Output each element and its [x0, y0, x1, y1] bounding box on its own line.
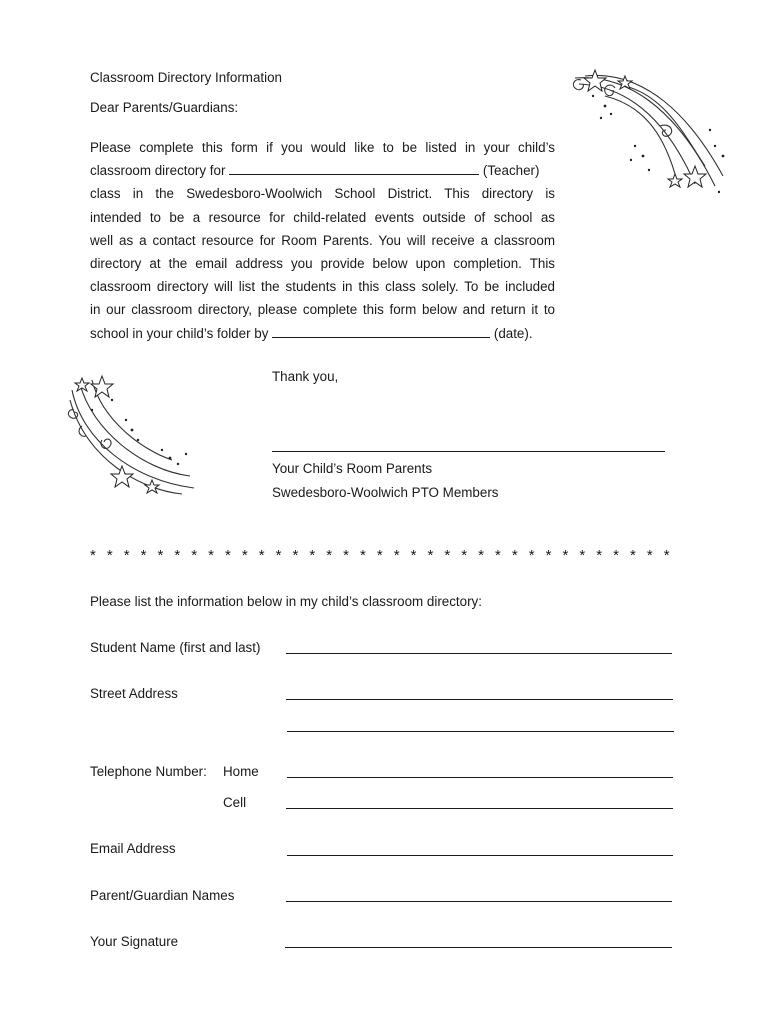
separator-star: *	[663, 547, 670, 564]
guardian-names-field[interactable]	[286, 901, 672, 902]
separator-star: *	[444, 547, 451, 564]
separator-star: *	[410, 547, 417, 564]
separator-star: *	[258, 547, 265, 564]
guardian-names-label: Parent/Guardian Names	[90, 888, 235, 903]
star-separator	[90, 548, 670, 564]
date-blank[interactable]	[272, 325, 490, 338]
letter-line	[90, 322, 555, 345]
separator-star: *	[393, 547, 400, 564]
separator-star: *	[613, 547, 619, 564]
telephone-label: Telephone Number:	[90, 764, 207, 779]
separator-star: *	[630, 547, 636, 564]
shooting-stars-decoration-icon	[565, 66, 735, 198]
signature-field[interactable]	[285, 947, 672, 948]
separator-star: *	[123, 547, 130, 564]
letter-line: in our classroom directory, please complete this form below and return it to	[90, 302, 555, 318]
separator-star: *	[360, 547, 366, 564]
separator-star: *	[241, 547, 248, 564]
letter-text: (date).	[493, 325, 533, 341]
separator-star: *	[646, 547, 653, 564]
student-name-label: Student Name (first and last)	[90, 640, 261, 655]
cell-phone-field[interactable]	[286, 808, 673, 809]
letter-text: school in your child’s folder by	[90, 325, 269, 341]
separator-star: *	[528, 547, 535, 564]
separator-star: *	[90, 547, 96, 564]
separator-star: *	[225, 547, 231, 564]
separator-star: *	[511, 547, 518, 564]
cell-phone-label: Cell	[223, 795, 247, 810]
separator-star: *	[579, 547, 586, 564]
street-address-field-line2[interactable]	[287, 731, 674, 732]
home-phone-label: Home	[223, 764, 259, 779]
separator-star: *	[478, 547, 484, 564]
signoff-org: Swedesboro-Woolwich PTO Members	[272, 485, 499, 500]
separator-star: *	[275, 547, 282, 564]
street-address-field[interactable]	[286, 699, 673, 700]
separator-star: *	[292, 547, 299, 564]
signature-label: Your Signature	[90, 934, 179, 949]
signature-line	[272, 451, 665, 452]
document-title: Classroom Directory Information	[90, 70, 282, 85]
separator-star: *	[140, 547, 147, 564]
street-address-label: Street Address	[90, 686, 178, 701]
letter-text: classroom directory for	[90, 163, 226, 179]
teacher-blank[interactable]	[229, 162, 479, 175]
letter-line: directory at the email address you provide below upon completion. This	[90, 255, 555, 271]
letter-line: Please complete this form if you would like to be listed in your child’s	[90, 140, 555, 155]
letter-line: intended to be a resource for child-related events outside of school as	[90, 209, 555, 225]
form-intro: Please list the information below in my child’s classroom directory:	[90, 594, 482, 609]
letter-text: (Teacher)	[482, 163, 540, 179]
letter-paragraph	[90, 136, 555, 345]
letter-line: classroom directory will list the students in this class solely. To be included	[90, 279, 555, 295]
separator-star: *	[562, 547, 569, 564]
home-phone-field[interactable]	[287, 777, 673, 778]
separator-star: *	[427, 547, 434, 564]
separator-star: *	[343, 547, 349, 564]
signoff-name: Your Child’s Room Parents	[272, 461, 433, 476]
separator-star: *	[309, 547, 316, 564]
separator-star: *	[326, 547, 333, 564]
letter-line: class in the Swedesboro-Woolwich School District. This directory is	[90, 186, 555, 202]
separator-star: *	[157, 547, 164, 564]
separator-star: *	[106, 547, 113, 564]
email-field[interactable]	[287, 855, 673, 856]
student-name-field[interactable]	[286, 653, 672, 654]
separator-star: *	[191, 547, 198, 564]
thanks-text: Thank you,	[272, 369, 339, 384]
separator-star: *	[208, 547, 214, 564]
separator-star: *	[376, 547, 383, 564]
letter-line	[90, 159, 555, 182]
separator-star: *	[596, 547, 603, 564]
separator-star: *	[495, 547, 501, 564]
separator-star: *	[545, 547, 552, 564]
separator-star: *	[174, 547, 181, 564]
greeting: Dear Parents/Guardians:	[90, 100, 239, 115]
separator-star: *	[461, 547, 468, 564]
email-label: Email Address	[90, 841, 176, 856]
shooting-stars-decoration-icon	[62, 370, 202, 502]
letter-line: well as a contact resource for Room Parents. You will receive a classroom	[90, 232, 555, 248]
